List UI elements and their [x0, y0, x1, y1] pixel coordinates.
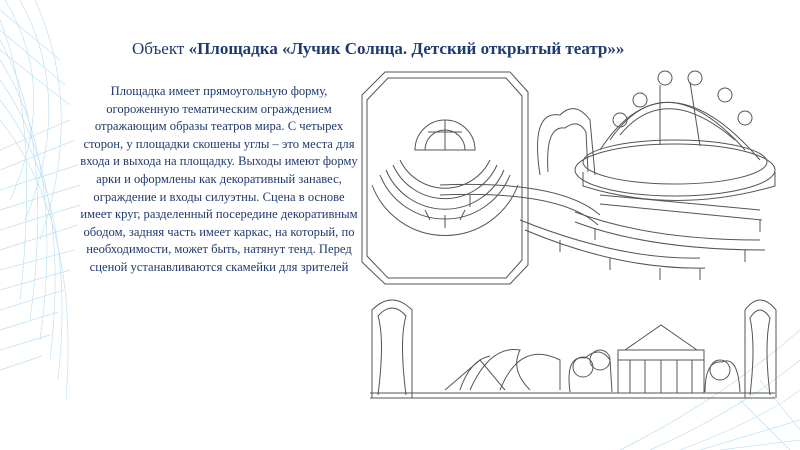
description-paragraph: Площадка имеет прямоугольную форму, огороженную тематическим ограждением отражающим образы театров мира. С четырех сторон, у площадки скошены углы – это места для входа и выхода на площадку. Выходы имеют форму арки и оформлены как декоративный занавес, ограждение и входы силуэтны. Сцена в основе имеет круг, разделенный посередине декоративным ободом, задняя часть имеет каркас, на который, по необходимости, может быть, натянут тенд. Перед сценой устанавливаются скамейки для зрителей [80, 84, 358, 274]
slide-title: Объект «Площадка «Лучик Солнца. Детский открытый театр»» [132, 39, 625, 58]
fence-silhouette-drawing [370, 300, 776, 398]
stage-perspective-drawing [440, 71, 775, 280]
site-plan-drawing [362, 72, 528, 284]
